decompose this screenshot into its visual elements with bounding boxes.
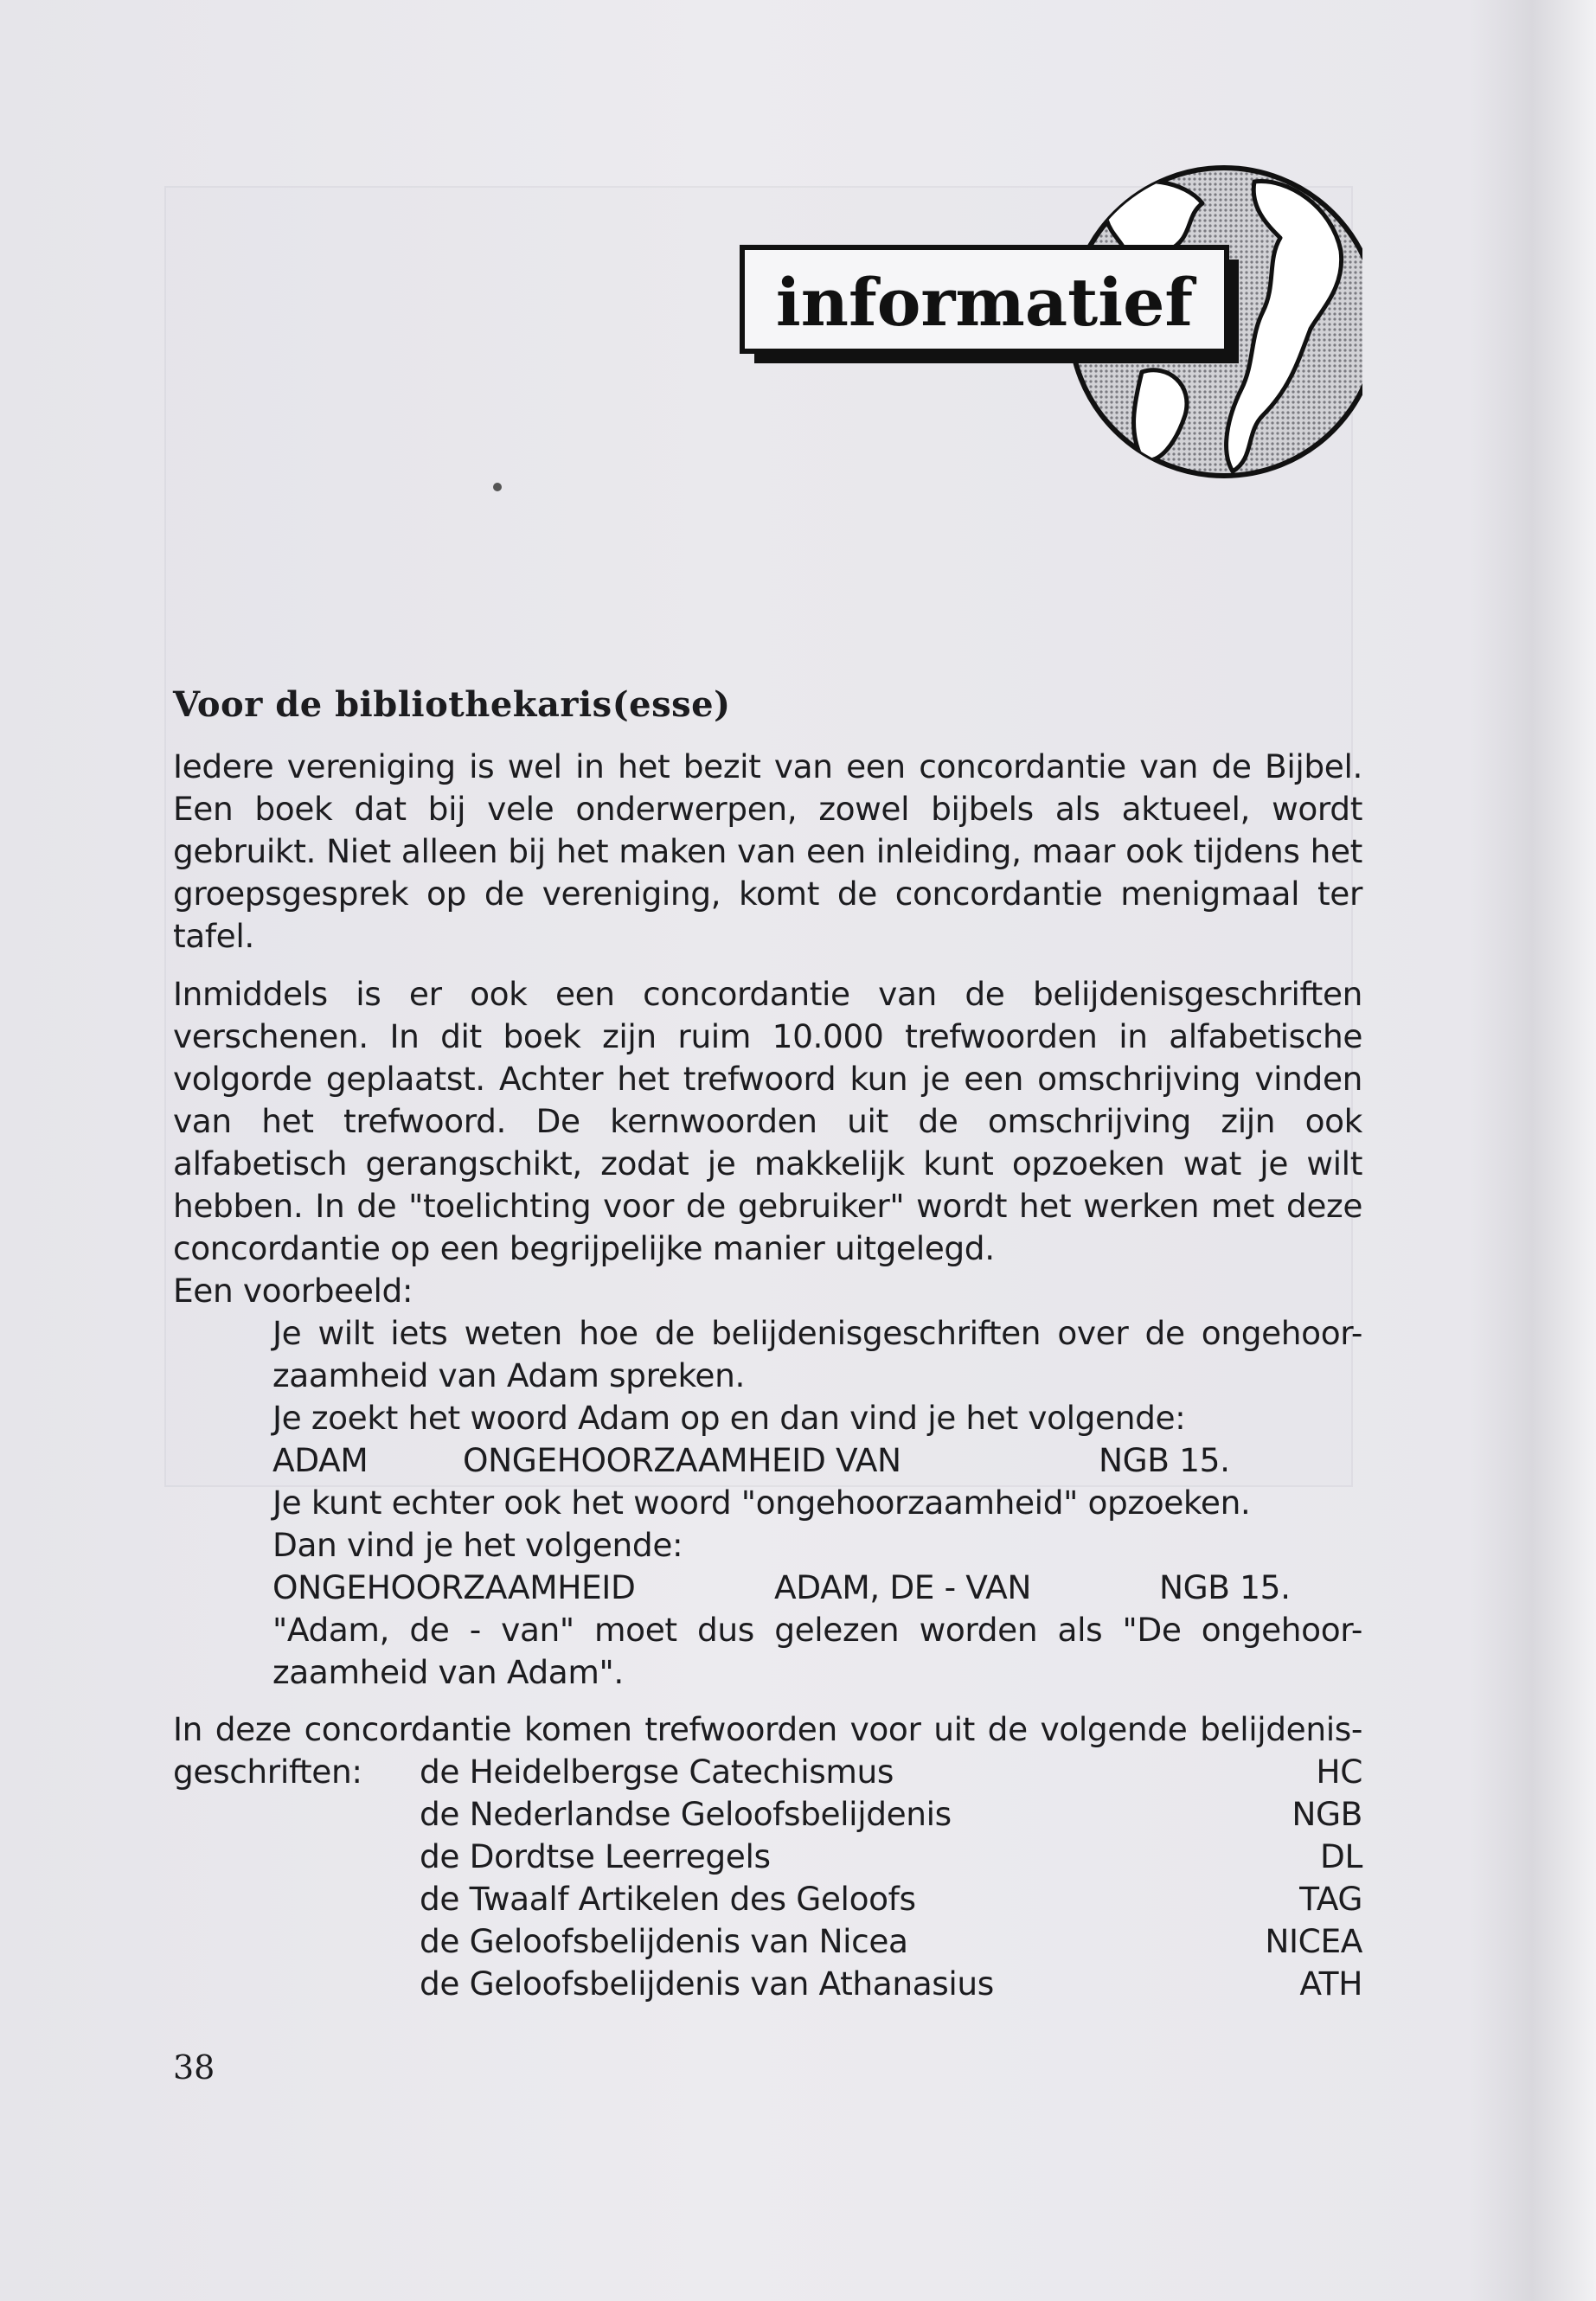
entry-keyword: ONGEHOORZAAMHEID — [272, 1568, 636, 1606]
confession-name: de Nederlandse Geloofsbelijdenis — [420, 1795, 952, 1833]
example-entry-row — [272, 1567, 1362, 1609]
confession-abbr: HC — [1316, 1753, 1362, 1791]
list-lead: geschriften: — [173, 1753, 362, 1791]
confession-name: de Dordtse Leerregels — [420, 1837, 771, 1875]
section-heading: Voor de bibliothekaris(esse) — [173, 684, 731, 725]
text-line: Een boek dat bij vele onderwerpen, zowel bijbels als aktueel, wordt — [173, 790, 1362, 828]
intro-paragraph — [173, 746, 1362, 958]
example-intro: Een voorbeeld: — [173, 1272, 413, 1310]
confessions-list-section — [173, 1708, 1362, 2005]
text-line: volgorde geplaatst. Achter het trefwoord kun je een omschrijving vinden — [173, 1060, 1362, 1098]
text-line: gebruikt. Niet alleen bij het maken van een inleiding, maar ook tijdens het — [173, 832, 1362, 870]
text-line: verschenen. In dit boek zijn ruim 10.000 trefwoorden in alfabetische — [173, 1017, 1362, 1055]
text-line: groepsgesprek op de vereniging, komt de concordantie menigmaal ter — [173, 875, 1362, 913]
example-block — [272, 1312, 1362, 1694]
confession-abbr: NGB — [1292, 1795, 1362, 1833]
text-line: hebben. In de "toelichting voor de gebruiker" wordt het werken met deze — [173, 1187, 1362, 1225]
confession-name: de Geloofsbelijdenis van Nicea — [420, 1922, 908, 1960]
entry-description: ONGEHOORZAAMHEID VAN — [463, 1441, 901, 1479]
page-number: 38 — [173, 2048, 215, 2086]
list-item — [173, 1878, 1362, 1920]
logo-label: informatief — [775, 264, 1194, 341]
list-item — [173, 1836, 1362, 1878]
confession-abbr: NICEA — [1265, 1922, 1362, 1960]
text-line: zaamheid van Adam". — [272, 1653, 624, 1691]
confession-name: de Heidelbergse Catechismus — [420, 1753, 894, 1791]
entry-reference: NGB 15. — [1159, 1568, 1291, 1606]
text-line: In deze concordantie komen trefwoorden voor uit de volgende belijdenis- — [173, 1710, 1362, 1748]
text-line: Je zoekt het woord Adam op en dan vind je het volgende: — [272, 1399, 1186, 1437]
text-line: alfabetisch gerangschikt, zodat je makkelijk kunt opzoeken wat je wilt — [173, 1144, 1362, 1183]
text-line: concordantie op een begrijpelijke manier uitgelegd. — [173, 1229, 995, 1267]
confession-abbr: ATH — [1299, 1965, 1362, 2003]
text-line: zaamheid van Adam spreken. — [272, 1356, 745, 1394]
entry-reference: NGB 15. — [1099, 1441, 1230, 1479]
list-item — [173, 1751, 1362, 1793]
confession-abbr: TAG — [1299, 1880, 1362, 1918]
text-line: Dan vind je het volgende: — [272, 1526, 683, 1564]
text-line: tafel. — [173, 917, 254, 955]
stray-dot — [493, 483, 502, 491]
confession-name: de Twaalf Artikelen des Geloofs — [420, 1880, 916, 1918]
informatief-logo — [735, 156, 1362, 489]
second-paragraph — [173, 973, 1362, 1694]
confession-name: de Geloofsbelijdenis van Athanasius — [420, 1965, 994, 2003]
example-entry-row — [272, 1439, 1362, 1482]
list-item — [173, 1963, 1362, 2005]
text-line: "Adam, de - van" moet dus gelezen worden als "De ongehoor- — [272, 1611, 1362, 1649]
entry-keyword: ADAM — [272, 1441, 369, 1479]
globe-icon — [735, 156, 1362, 489]
text-line: Je wilt iets weten hoe de belijdenisgeschriften over de ongehoor- — [272, 1314, 1362, 1352]
entry-description: ADAM, DE - VAN — [774, 1568, 1032, 1606]
text-line: Inmiddels is er ook een concordantie van de belijdenisgeschriften — [173, 975, 1362, 1013]
confession-abbr: DL — [1320, 1837, 1362, 1875]
text-line: Iedere vereniging is wel in het bezit van een concordantie van de Bijbel. — [173, 747, 1362, 785]
text-line: van het trefwoord. De kernwoorden uit de omschrijving zijn ook — [173, 1102, 1362, 1140]
list-item — [173, 1920, 1362, 1963]
text-line: Je kunt echter ook het woord "ongehoorzaamheid" opzoeken. — [272, 1484, 1251, 1522]
list-item — [173, 1793, 1362, 1836]
